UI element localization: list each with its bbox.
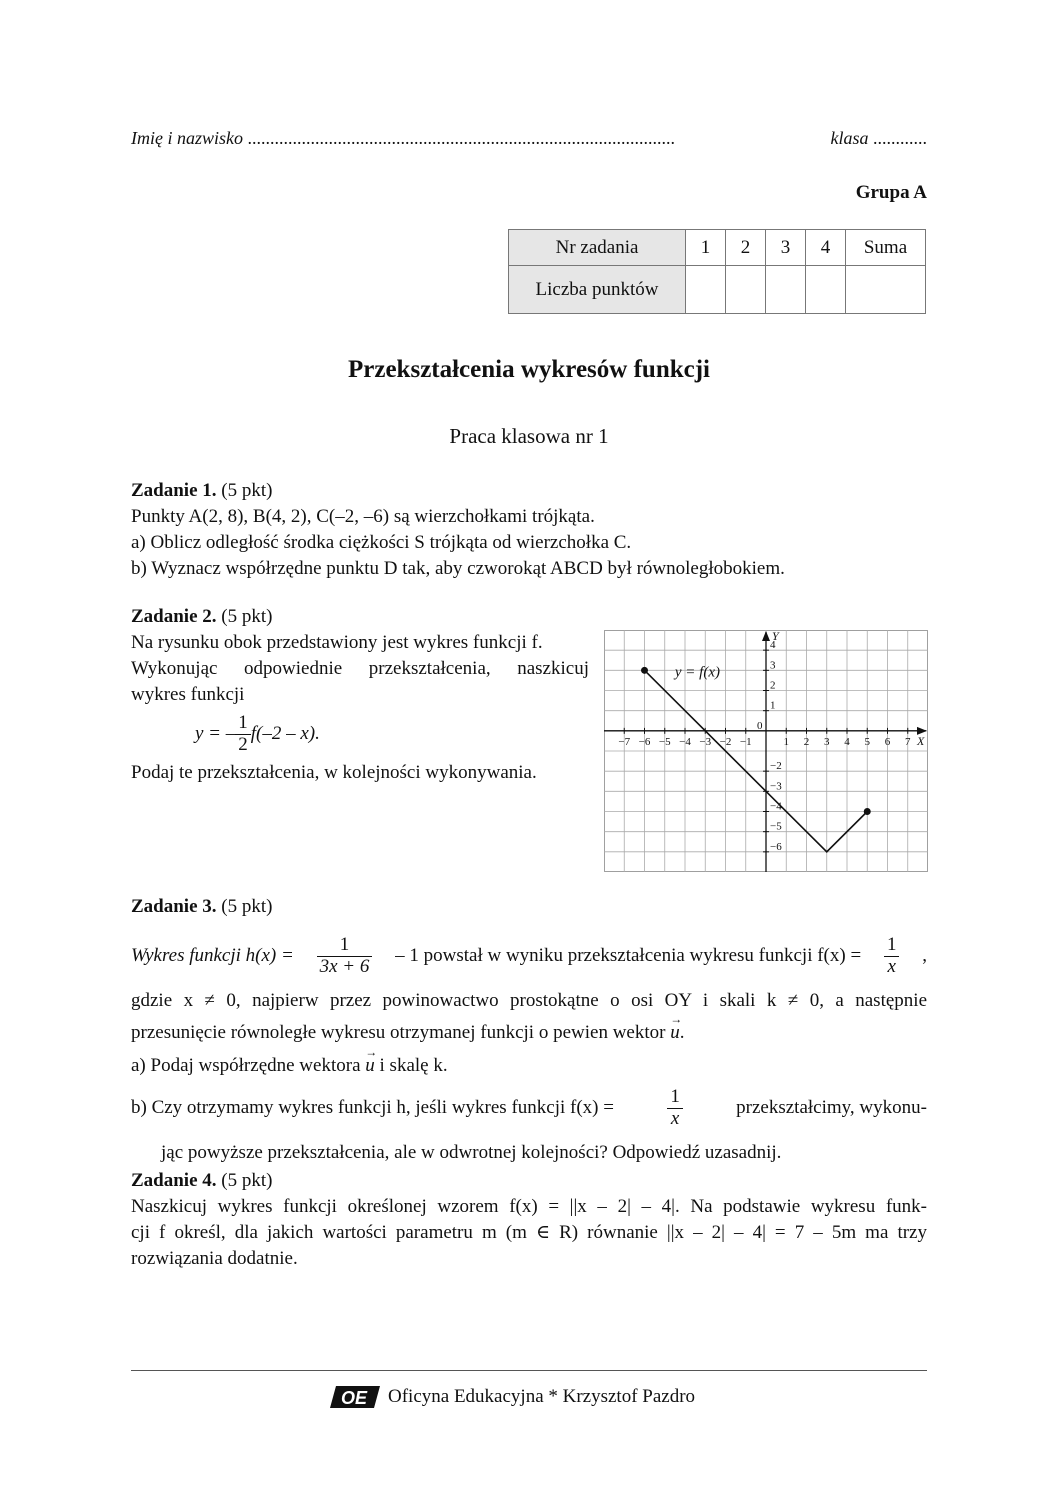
x-tick-label: −7 bbox=[618, 735, 631, 748]
task-3-points-cell bbox=[766, 266, 806, 314]
task-3-b-fraction bbox=[667, 1087, 683, 1130]
x-tick-label: −3 bbox=[699, 735, 712, 748]
task-3 bbox=[131, 894, 927, 1166]
task-2-formula bbox=[131, 708, 589, 760]
task-2-line-3: wykres funkcji bbox=[131, 684, 245, 705]
publisher-logo bbox=[330, 1384, 380, 1410]
x-tick-label: −6 bbox=[638, 735, 651, 748]
task-1-header: 1 bbox=[686, 230, 726, 266]
task-3-part-b-end: przekształcimy, wykonu- bbox=[736, 1097, 927, 1118]
svg-text:OE: OE bbox=[340, 1388, 368, 1408]
task-3-part-b bbox=[131, 1082, 927, 1134]
x-tick-label: 2 bbox=[803, 735, 810, 748]
class-field bbox=[831, 128, 928, 149]
task-3-line-3 bbox=[131, 1016, 927, 1050]
vector-u-a: → u bbox=[365, 1050, 375, 1082]
task-3-heading: Zadanie 3. bbox=[131, 896, 217, 917]
x-axis-label: X bbox=[917, 733, 925, 748]
group-label: Grupa A bbox=[855, 182, 927, 203]
points-row-header: Liczba punktów bbox=[509, 266, 686, 314]
task-3-part-a-text: a) Podaj współrzędne wektora bbox=[131, 1055, 361, 1076]
task-3-header: 3 bbox=[766, 230, 806, 266]
name-field bbox=[131, 128, 675, 149]
y-tick-label: 1 bbox=[770, 699, 776, 712]
task-2-header: 2 bbox=[726, 230, 766, 266]
task-3-b-denominator: x bbox=[667, 1108, 683, 1130]
task-3-h-numerator: 1 bbox=[339, 933, 350, 955]
task-4-line-2: cji f określ, dla jakich wartości parametru m (m ∈ R) równanie ||x – 2| – 4| = 7 – 5m ma trzy bbox=[131, 1222, 927, 1243]
endpoint-dot bbox=[864, 808, 871, 815]
task-1 bbox=[131, 478, 931, 582]
function-graph bbox=[604, 630, 928, 872]
y-tick-label: −3 bbox=[770, 780, 782, 793]
y-tick-label: 3 bbox=[770, 659, 776, 672]
task-1-points: (5 pkt) bbox=[221, 480, 273, 501]
task-3-f-denominator: x bbox=[884, 956, 900, 978]
x-tick-label: 7 bbox=[905, 735, 911, 748]
task-3-line-1-middle: – 1 powstał w wyniku przekształcenia wykresu funkcji f(x) = bbox=[395, 945, 862, 966]
task-4 bbox=[131, 1168, 927, 1272]
formula-lhs: y = – bbox=[195, 723, 236, 744]
task-3-line-2: gdzie x ≠ 0, najpierw przez powinowactwo prostokątne o osi OY i skali k ≠ 0, a następnie bbox=[131, 990, 927, 1011]
task-3-h-fraction bbox=[317, 935, 373, 978]
page-subtitle: Praca klasowa nr 1 bbox=[449, 424, 609, 448]
formula-numerator: 1 bbox=[238, 711, 248, 733]
task-1-intro: Punkty A(2, 8), B(4, 2), C(–2, –6) są wierzchołkami trójkąta. bbox=[131, 506, 595, 527]
y-axis-label: Y bbox=[772, 630, 779, 643]
y-tick-label: −2 bbox=[770, 760, 782, 773]
x-tick-label: 5 bbox=[864, 735, 870, 748]
task-3-line-1 bbox=[131, 928, 927, 984]
x-tick-label: −5 bbox=[658, 735, 671, 748]
origin-label: 0 bbox=[757, 719, 763, 732]
task-4-points: (5 pkt) bbox=[221, 1170, 273, 1191]
task-3-part-b-text: b) Czy otrzymamy wykres funkcji h, jeśli wykres funkcji f(x) = bbox=[131, 1097, 614, 1118]
task-2-line-4: Podaj te przekształcenia, w kolejności wykonywania. bbox=[131, 762, 537, 783]
formula-rhs: f(–2 – x). bbox=[250, 723, 320, 744]
header-row bbox=[131, 128, 927, 154]
y-tick-label: 2 bbox=[770, 679, 776, 692]
x-tick-label: −4 bbox=[679, 735, 691, 748]
formula-fraction bbox=[235, 713, 251, 756]
task-1-part-a: a) Oblicz odległość środka ciężkości S trójkąta od wierzchołka C. bbox=[131, 532, 632, 553]
footer bbox=[330, 1384, 695, 1410]
series-label: y = f(x) bbox=[674, 664, 720, 681]
y-tick-label: 4 bbox=[770, 639, 776, 652]
x-tick-label: 3 bbox=[824, 735, 830, 748]
class-label: klasa bbox=[830, 128, 869, 148]
formula-denominator: 2 bbox=[235, 734, 251, 756]
task-4-line-3: rozwiązania dodatnie. bbox=[131, 1248, 298, 1269]
x-tick-label: −1 bbox=[739, 735, 752, 748]
x-tick-label: 1 bbox=[783, 735, 789, 748]
task-3-b-numerator: 1 bbox=[670, 1085, 680, 1107]
name-dots: ............................................................................................... bbox=[247, 128, 675, 148]
task-2-line-2: Wykonując odpowiednie przekształcenia, naszkicuj bbox=[131, 658, 589, 679]
task-3-points: (5 pkt) bbox=[221, 896, 273, 917]
footer-divider bbox=[131, 1370, 927, 1371]
y-tick-label: −6 bbox=[770, 840, 782, 853]
x-tick-label: 6 bbox=[884, 735, 891, 748]
publisher-name: Oficyna Edukacyjna * Krzysztof Pazdro bbox=[388, 1386, 696, 1407]
vector-u: → u bbox=[670, 1016, 680, 1050]
task-4-header: 4 bbox=[806, 230, 846, 266]
task-4-line-1: Naszkicuj wykres funkcji określonej wzorem f(x) = ||x – 2| – 4|. Na podstawie wykresu funk- bbox=[131, 1196, 927, 1217]
task-1-heading: Zadanie 1. bbox=[131, 480, 217, 501]
task-2-heading: Zadanie 2. bbox=[131, 606, 217, 627]
x-tick-label: 4 bbox=[844, 735, 850, 748]
task-1-part-b: b) Wyznacz współrzędne punktu D tak, aby czworokąt ABCD był równoległobokiem. bbox=[131, 558, 785, 579]
y-tick-label: −5 bbox=[770, 820, 782, 833]
task-3-part-a bbox=[131, 1050, 927, 1082]
task-number-header: Nr zadania bbox=[509, 230, 686, 266]
sum-header: Suma bbox=[846, 230, 926, 266]
score-table bbox=[508, 229, 926, 314]
task-3-part-a-end: i skalę k. bbox=[379, 1055, 448, 1076]
class-dots: ............ bbox=[873, 128, 927, 148]
task-4-heading: Zadanie 4. bbox=[131, 1170, 217, 1191]
task-2 bbox=[131, 604, 589, 786]
sum-points-cell bbox=[846, 266, 926, 314]
task-3-line-3-end: . bbox=[679, 1022, 685, 1043]
name-label: Imię i nazwisko bbox=[131, 128, 243, 148]
x-tick-label: −2 bbox=[719, 735, 732, 748]
task-3-line-3-text: przesunięcie równoległe wykresu otrzymanej funkcji o pewien wektor bbox=[131, 1022, 666, 1043]
task-3-f-fraction bbox=[884, 935, 900, 978]
task-3-f-numerator: 1 bbox=[886, 933, 897, 955]
task-2-points: (5 pkt) bbox=[221, 606, 273, 627]
task-3-part-b-cont: jąc powyższe przekształcenia, ale w odwrotnej kolejności? Odpowiedź uzasadnij. bbox=[161, 1142, 782, 1163]
task-3-h-denominator: 3x + 6 bbox=[317, 956, 373, 978]
task-3-h-def: Wykres funkcji h(x) = bbox=[131, 945, 294, 966]
endpoint-dot bbox=[641, 667, 648, 674]
y-tick-label: −4 bbox=[770, 800, 782, 813]
task-3-line-1-end: , bbox=[922, 945, 927, 966]
task-2-points-cell bbox=[726, 266, 766, 314]
task-2-line-1: Na rysunku obok przedstawiony jest wykres funkcji f. bbox=[131, 632, 543, 653]
task-4-points-cell bbox=[806, 266, 846, 314]
page-title: Przekształcenia wykresów funkcji bbox=[348, 356, 710, 383]
task-1-points-cell bbox=[686, 266, 726, 314]
